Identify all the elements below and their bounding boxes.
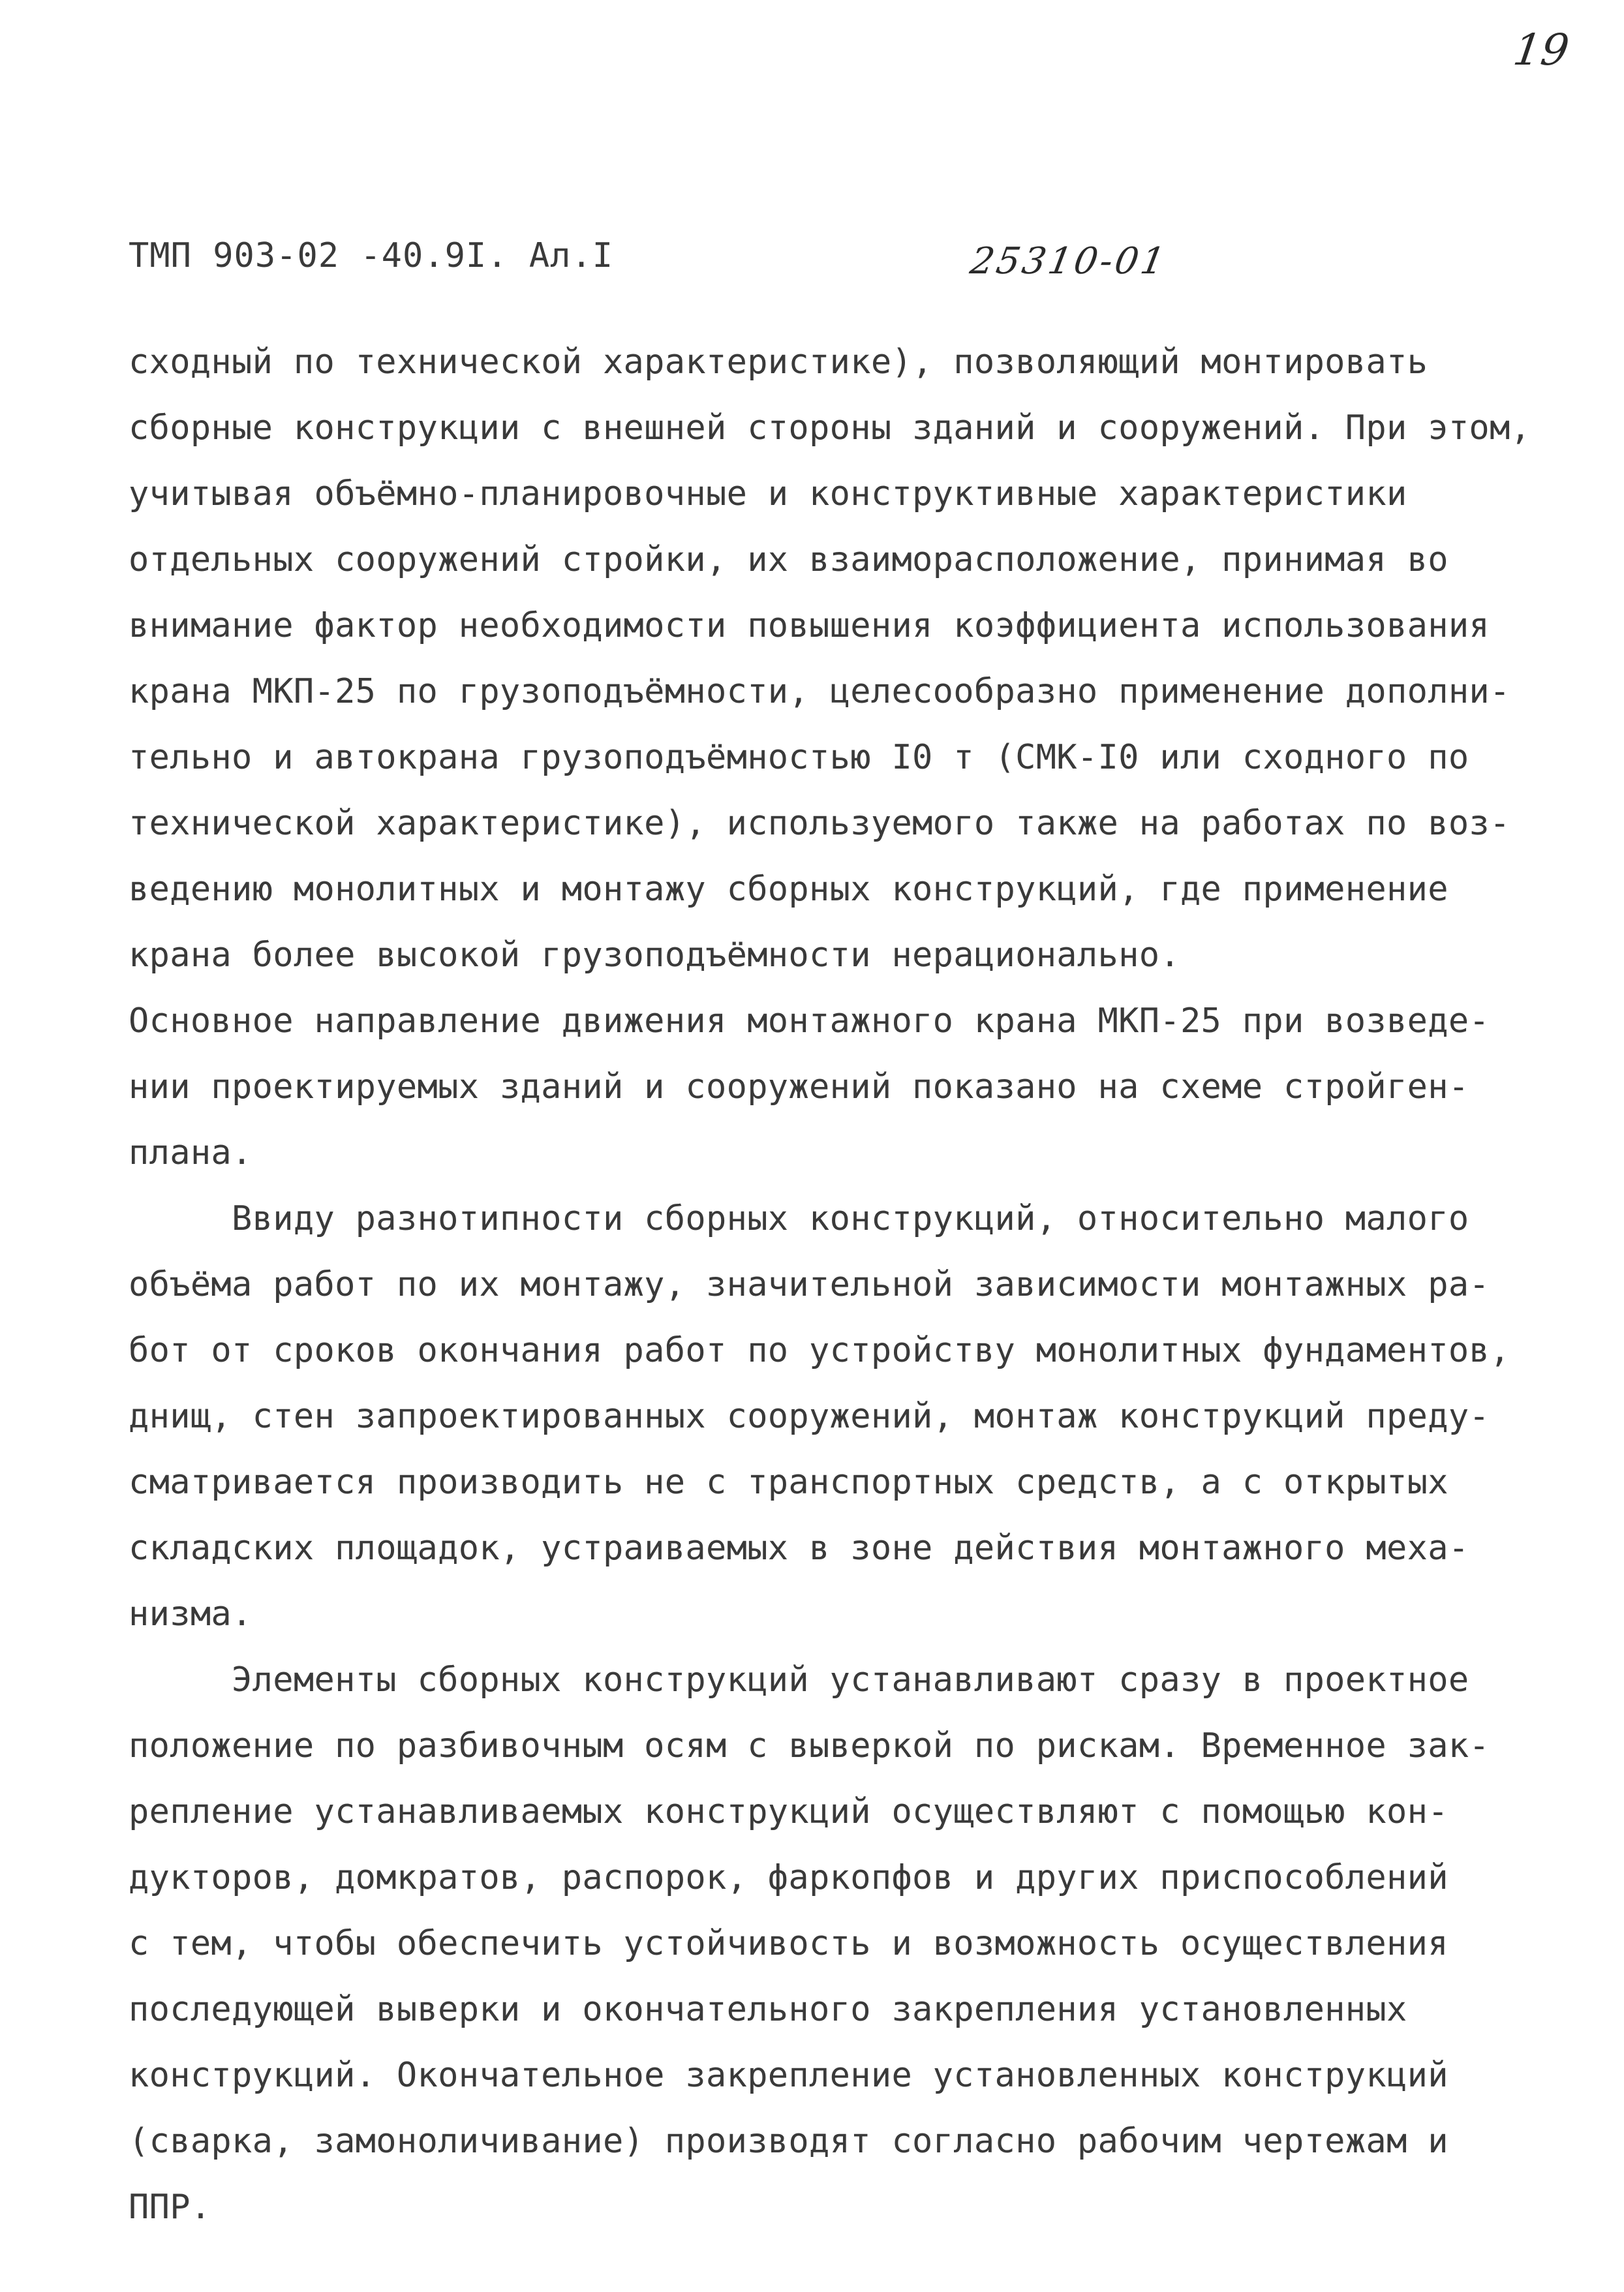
text-line: положение по разбивочным осям с выверкой по рискам. Временное зак- bbox=[129, 1726, 1490, 1765]
text-line: отдельных сооружений стройки, их взаиморасположение, принимая во bbox=[129, 540, 1448, 579]
text-line: дукторов, домкратов, распорок, фаркопфов и других приспособлений bbox=[129, 1858, 1448, 1897]
text-line: крана более высокой грузоподъёмности нерационально. bbox=[129, 936, 1180, 975]
body-text bbox=[129, 329, 1584, 2240]
page-number: 19 bbox=[1510, 25, 1572, 75]
text-line: сматривается производить не с транспортных средств, а с открытых bbox=[129, 1463, 1448, 1502]
archive-number: 25310-01 bbox=[967, 240, 1171, 283]
text-line: днищ, стен запроектированных сооружений, монтаж конструкций преду- bbox=[129, 1397, 1490, 1436]
text-line: внимание фактор необходимости повышения коэффициента использования bbox=[129, 606, 1490, 645]
text-line: ведению монолитных и монтажу сборных конструкций, где применение bbox=[129, 870, 1448, 909]
document-code: ТМП 903-02 -40.9I. Ал.I bbox=[129, 236, 614, 275]
text-line: объёма работ по их монтажу, значительной зависимости монтажных ра- bbox=[129, 1265, 1490, 1304]
text-line: низма. bbox=[129, 1595, 253, 1634]
text-line: конструкций. Окончательное закрепление установленных конструкций bbox=[129, 2056, 1448, 2095]
text-line: репление устанавливаемых конструкций осуществляют с помощью кон- bbox=[129, 1792, 1448, 1831]
text-line: ППР. bbox=[129, 2188, 211, 2227]
text-line: Элементы сборных конструкций устанавливают сразу в проектное bbox=[129, 1660, 1469, 1700]
text-line: учитывая объёмно-планировочные и конструктивные характеристики bbox=[129, 474, 1407, 513]
text-line: Основное направление движения монтажного крана МКП-25 при возведе- bbox=[129, 1001, 1490, 1041]
text-line: тельно и автокрана грузоподъёмностью I0 т (СМК-I0 или сходного по bbox=[129, 738, 1469, 777]
text-line: плана. bbox=[129, 1133, 253, 1172]
text-line: сходный по технической характеристике), позволяющий монтировать bbox=[129, 343, 1428, 382]
text-line: сборные конструкции с внешней стороны зданий и сооружений. При этом, bbox=[129, 408, 1531, 448]
text-line: нии проектируемых зданий и сооружений показано на схеме стройген- bbox=[129, 1067, 1469, 1107]
text-line: последующей выверки и окончательного закрепления установленных bbox=[129, 1990, 1407, 2029]
text-line: бот от сроков окончания работ по устройству монолитных фундаментов, bbox=[129, 1331, 1510, 1370]
text-line: с тем, чтобы обеспечить устойчивость и возможность осуществления bbox=[129, 1924, 1448, 1963]
text-line: складских площадок, устраиваемых в зоне действия монтажного меха- bbox=[129, 1529, 1469, 1568]
text-line: (сварка, замоноличивание) производят согласно рабочим чертежам и bbox=[129, 2122, 1448, 2161]
text-line: технической характеристике), используемого также на работах по воз- bbox=[129, 804, 1510, 843]
text-line: крана МКП-25 по грузоподъёмности, целесообразно применение дополни- bbox=[129, 672, 1510, 711]
text-line: Ввиду разнотипности сборных конструкций, относительно малого bbox=[129, 1199, 1469, 1238]
